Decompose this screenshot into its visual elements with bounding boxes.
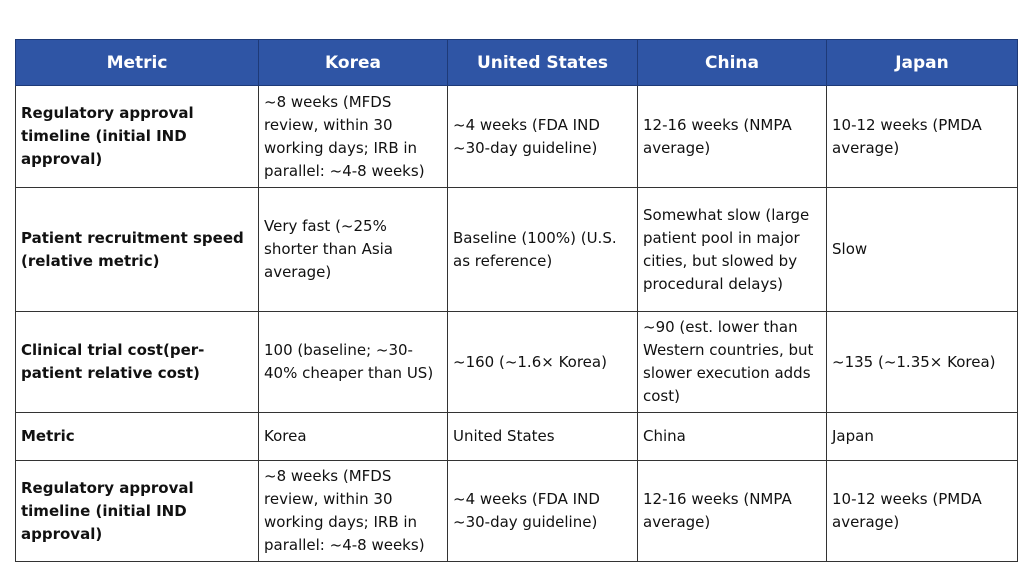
comparison-table <box>15 39 1018 562</box>
japan-cell: 10-12 weeks (PMDA average) <box>827 461 1018 562</box>
us-cell: United States <box>448 413 638 461</box>
metric-cell: Patient recruitment speed (relative metric) <box>16 188 259 312</box>
header-china: China <box>638 40 827 86</box>
table-header-row <box>16 40 1018 86</box>
table-row <box>16 86 1018 188</box>
us-cell: ~4 weeks (FDA IND ~30-day guideline) <box>448 461 638 562</box>
korea-cell: Korea <box>259 413 448 461</box>
us-cell: Baseline (100%) (U.S. as reference) <box>448 188 638 312</box>
japan-cell: 10-12 weeks (PMDA average) <box>827 86 1018 188</box>
japan-cell: Japan <box>827 413 1018 461</box>
china-cell: ~90 (est. lower than Western countries, but slower execution adds cost) <box>638 312 827 413</box>
japan-cell: ~135 (~1.35× Korea) <box>827 312 1018 413</box>
china-cell: China <box>638 413 827 461</box>
header-metric: Metric <box>16 40 259 86</box>
header-united-states: United States <box>448 40 638 86</box>
metric-cell: Clinical trial cost(per-patient relative cost) <box>16 312 259 413</box>
table-row <box>16 312 1018 413</box>
china-cell: Somewhat slow (large patient pool in major cities, but slowed by procedural delays) <box>638 188 827 312</box>
korea-cell: Very fast (~25% shorter than Asia average) <box>259 188 448 312</box>
header-korea: Korea <box>259 40 448 86</box>
korea-cell: ~8 weeks (MFDS review, within 30 working days; IRB in parallel: ~4-8 weeks) <box>259 86 448 188</box>
korea-cell: ~8 weeks (MFDS review, within 30 working days; IRB in parallel: ~4-8 weeks) <box>259 461 448 562</box>
us-cell: ~4 weeks (FDA IND ~30-day guideline) <box>448 86 638 188</box>
table-row <box>16 188 1018 312</box>
comparison-table-container <box>15 39 1017 562</box>
china-cell: 12-16 weeks (NMPA average) <box>638 86 827 188</box>
metric-cell: Regulatory approval timeline (initial IND approval) <box>16 461 259 562</box>
metric-cell: Metric <box>16 413 259 461</box>
header-japan: Japan <box>827 40 1018 86</box>
metric-cell: Regulatory approval timeline (initial IND approval) <box>16 86 259 188</box>
china-cell: 12-16 weeks (NMPA average) <box>638 461 827 562</box>
japan-cell: Slow <box>827 188 1018 312</box>
table-row <box>16 461 1018 562</box>
korea-cell: 100 (baseline; ~30-40% cheaper than US) <box>259 312 448 413</box>
table-row <box>16 413 1018 461</box>
us-cell: ~160 (~1.6× Korea) <box>448 312 638 413</box>
